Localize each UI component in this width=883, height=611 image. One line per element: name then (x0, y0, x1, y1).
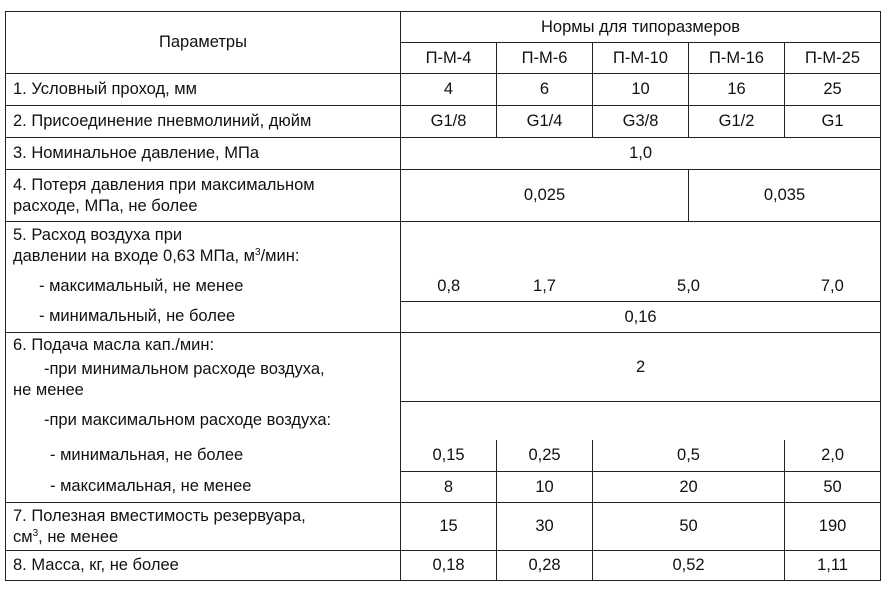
size-header: П-М-4 (401, 43, 497, 74)
value-cell: 4 (401, 74, 497, 106)
value-cell: 10 (593, 74, 689, 106)
label-line: расходе, МПа, не более (13, 196, 198, 215)
param-label: 8. Масса, кг, не более (6, 551, 401, 581)
param-label: - минимальный, не более (6, 302, 401, 333)
table-row (6, 302, 881, 333)
size-header: П-М-16 (689, 43, 785, 74)
size-header: П-М-6 (497, 43, 593, 74)
value-cell: 0,8 (401, 272, 497, 302)
param-label: 6. Подача масла кап./мин: (6, 333, 401, 358)
value-cell: 30 (497, 503, 593, 551)
label-line: не менее (13, 380, 84, 399)
norms-header: Нормы для типоразмеров (401, 12, 881, 43)
param-label (6, 170, 401, 222)
value-cell: 0,18 (401, 551, 497, 581)
param-label (6, 222, 401, 272)
value-cell: 0,25 (497, 440, 593, 472)
label-line: 7. Полезная вместимость резервуара, (13, 506, 306, 525)
value-cell: 0,52 (593, 551, 785, 581)
table-row (6, 170, 881, 222)
value-cell: 1,0 (401, 138, 881, 170)
table-row (6, 222, 881, 272)
value-cell: 8 (401, 472, 497, 503)
table-row (6, 440, 881, 472)
value-cell: 7,0 (785, 272, 881, 302)
table-row (6, 472, 881, 503)
table-row (6, 402, 881, 440)
value-cell: G1/2 (689, 106, 785, 138)
value-cell: 0,035 (689, 170, 881, 222)
table-row (6, 333, 881, 358)
value-cell: 15 (401, 503, 497, 551)
param-label: 3. Номинальное давление, МПа (6, 138, 401, 170)
label-line: 4. Потеря давления при максимальном (13, 175, 315, 194)
value-cell: 0,15 (401, 440, 497, 472)
header-row (6, 12, 881, 43)
value-cell: G1/4 (497, 106, 593, 138)
table-row (6, 272, 881, 302)
value-cell: 2,0 (785, 440, 881, 472)
value-cell: 0,025 (401, 170, 689, 222)
value-cell: 0,28 (497, 551, 593, 581)
param-label: - минимальная, не более (6, 440, 401, 472)
value-cell: 1,7 (497, 272, 593, 302)
size-header: П-М-10 (593, 43, 689, 74)
specifications-table (5, 11, 881, 581)
value-cell: 0,5 (593, 440, 785, 472)
param-label (6, 358, 401, 402)
value-cell: G1 (785, 106, 881, 138)
value-cell: 20 (593, 472, 785, 503)
value-cell: 190 (785, 503, 881, 551)
value-cell: 5,0 (593, 272, 785, 302)
param-label: 2. Присоединение пневмолиний, дюйм (6, 106, 401, 138)
label-line: 5. Расход воздуха при (13, 226, 183, 244)
value-cell: 2 (401, 333, 881, 402)
empty-cell (401, 222, 881, 272)
params-header: Параметры (6, 12, 401, 74)
table-row (6, 138, 881, 170)
param-label: - максимальный, не менее (6, 272, 401, 302)
value-cell: 16 (689, 74, 785, 106)
empty-cell (401, 402, 881, 440)
value-cell: G1/8 (401, 106, 497, 138)
table-row (6, 503, 881, 551)
table-row (6, 74, 881, 106)
label-line: $см^3$, не менее (13, 527, 119, 546)
value-cell: 1,11 (785, 551, 881, 581)
value-cell: 0,16 (401, 302, 881, 333)
param-label: - максимальная, не менее (6, 472, 401, 503)
param-label: -при максимальном расходе воздуха: (6, 402, 401, 440)
param-label: 1. Условный проход, мм (6, 74, 401, 106)
table-row (6, 106, 881, 138)
label-line: давлении на входе 0,63 МПа, $м^3$/мин: (13, 247, 300, 265)
value-cell: 6 (497, 74, 593, 106)
value-cell: 50 (593, 503, 785, 551)
value-cell: 50 (785, 472, 881, 503)
value-cell: 25 (785, 74, 881, 106)
param-label (6, 503, 401, 551)
table-row (6, 551, 881, 581)
size-header: П-М-25 (785, 43, 881, 74)
value-cell: G3/8 (593, 106, 689, 138)
value-cell: 10 (497, 472, 593, 503)
label-line: -при минимальном расходе воздуха, (44, 359, 325, 378)
